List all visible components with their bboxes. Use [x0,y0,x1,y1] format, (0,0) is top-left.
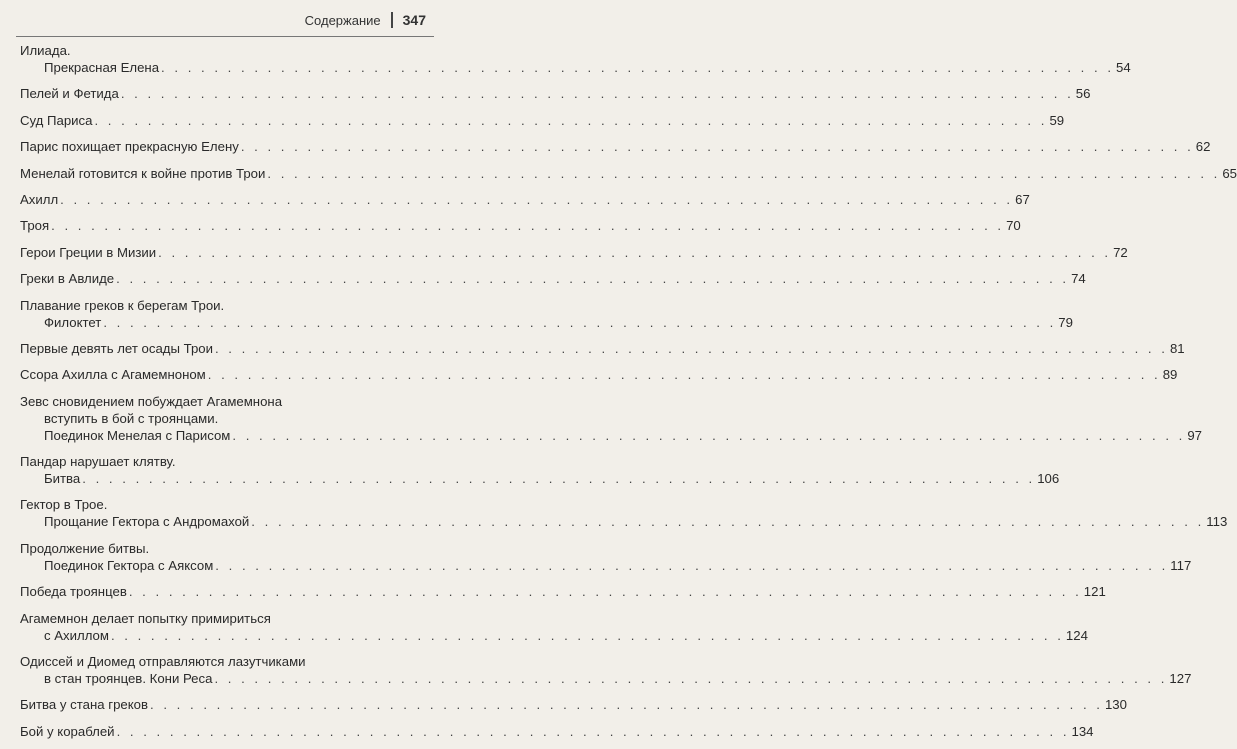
toc-entry-row [20,59,1131,76]
dot-leader: . . . . . . . . . . . . . . . . . . . . . . . . . . . . . . . . . . . . . . . . . . . . . . . . . . . . . . . . . . . . . . . . . . . . . . . . [207,367,1161,383]
toc-entry-page: 65 [1222,165,1237,181]
toc-entry-page: 127 [1169,671,1192,687]
dot-leader: . . . . . . . . . . . . . . . . . . . . . . . . . . . . . . . . . . . . . . . . . . . . . . . . . . . . . . . . . . . . . . . . . . . . . . . . [128,584,1082,600]
dot-leader: . . . . . . . . . . . . . . . . . . . . . . . . . . . . . . . . . . . . . . . . . . . . . . . . . . . . . . . . . . . . . . . . . . . . . . . . [251,514,1205,530]
toc-entry-page: 79 [1058,314,1073,330]
dot-leader: . . . . . . . . . . . . . . . . . . . . . . . . . . . . . . . . . . . . . . . . . . . . . . . . . . . . . . . . . . . . . . . . . . . . . . . . [240,139,1194,155]
toc-entry-heading-line: Пандар нарушает клятву. [20,454,176,470]
toc-entry-page: 130 [1104,697,1127,713]
toc-entry-heading-line: вступить в бой с троянцами. [44,410,219,426]
toc-entry-title: Суд Париса [20,112,93,128]
toc-entry-page: 117 [1170,557,1192,573]
page-number: 347 [402,12,426,28]
toc-entry-heading-line: Продолжение битвы. [20,540,150,556]
toc-entry-title: Парис похищает прекрасную Елену [20,139,239,155]
toc-entry-title: Пелей и Фетида [20,86,119,102]
toc-entry-page: 70 [1006,218,1021,234]
toc-entry [20,85,1091,102]
header-rule [16,36,434,37]
toc-entry-row [20,112,1065,129]
toc-entry-page: 74 [1071,271,1086,287]
dot-leader: . . . . . . . . . . . . . . . . . . . . . . . . . . . . . . . . . . . . . . . . . . . . . . . . . . . . . . . . . . . . . . . . . . . . . . . . [120,86,1074,102]
toc-entry-page: 72 [1113,244,1128,260]
toc-entry-row [20,85,1091,102]
toc-entry-page: 106 [1037,471,1060,487]
toc-entry [20,610,1088,644]
header-separator [391,12,393,28]
dot-leader: . . . . . . . . . . . . . . . . . . . . . . . . . . . . . . . . . . . . . . . . . . . . . . . . . . . . . . . . . . . . . . . . . . . . . . . . [267,165,1221,181]
toc-entry-title: Ахилл [20,191,59,207]
dot-leader: . . . . . . . . . . . . . . . . . . . . . . . . . . . . . . . . . . . . . . . . . . . . . . . . . . . . . . . . . . . . . . . . . . . . . . . . [214,340,1168,356]
toc-entry [20,42,1131,76]
dot-leader: . . . . . . . . . . . . . . . . . . . . . . . . . . . . . . . . . . . . . . . . . . . . . . . . . . . . . . . . . . . . . . . . . . . . . . . . [161,60,1114,75]
toc-entry [20,696,1127,713]
toc-entry-row [20,191,1030,208]
toc-entry [20,297,1073,331]
toc-entry-title: Герои Греции в Мизии [20,244,157,260]
table-of-contents [20,42,1237,749]
dot-leader: . . . . . . . . . . . . . . . . . . . . . . . . . . . . . . . . . . . . . . . . . . . . . . . . . . . . . . . . . . . . . . . . . . . . . . . . [116,271,1070,287]
toc-entry-title: Поединок Менелая с Парисом [44,427,231,443]
toc-entry-title: Прощание Гектора с Андромахой [44,514,250,530]
dot-leader: . . . . . . . . . . . . . . . . . . . . . . . . . . . . . . . . . . . . . . . . . . . . . . . . . . . . . . . . . . . . . . . . . . . . . . . . [214,671,1168,687]
toc-entry [20,393,1202,444]
toc-entry-row [20,513,1228,530]
toc-entry-title: Прекрасная Елена [44,60,160,75]
dot-leader: . . . . . . . . . . . . . . . . . . . . . . . . . . . . . . . . . . . . . . . . . . . . . . . . . . . . . . . . . . . . . . . . . . . . . . . . [158,244,1112,260]
toc-entry-row [20,270,1086,287]
dot-leader: . . . . . . . . . . . . . . . . . . . . . . . . . . . . . . . . . . . . . . . . . . . . . . . . . . . . . . . . . . . . . . . . . . . . . . . . [51,218,1005,234]
toc-entry-title: Первые девять лет осады Трои [20,340,213,356]
toc-entry [20,496,1228,530]
toc-entry-row [20,366,1178,383]
toc-entry-title: Филоктет [44,314,102,330]
toc-entry-row [20,217,1021,234]
toc-entry [20,244,1128,261]
toc-entry-title: Битва [44,471,81,487]
toc-entry-title: с Ахиллом [44,627,109,643]
toc-entry-title: Троя [20,218,50,234]
toc-entry-heading-line: Агамемнон делает попытку примириться [20,610,271,626]
dot-leader: . . . . . . . . . . . . . . . . . . . . . . . . . . . . . . . . . . . . . . . . . . . . . . . . . . . . . . . . . . . . . . . . . . . . . . . . [232,427,1186,443]
toc-entry-title: Победа троянцев [20,584,127,600]
toc-entry-row [20,427,1202,444]
toc-entry-page: 62 [1195,139,1211,155]
toc-entry-row [20,470,1060,487]
toc-entry [20,138,1211,155]
toc-entry-row [20,244,1128,261]
toc-entry [20,217,1021,234]
dot-leader: . . . . . . . . . . . . . . . . . . . . . . . . . . . . . . . . . . . . . . . . . . . . . . . . . . . . . . . . . . . . . . . . . . . . . . . . [60,191,1014,207]
dot-leader: . . . . . . . . . . . . . . . . . . . . . . . . . . . . . . . . . . . . . . . . . . . . . . . . . . . . . . . . . . . . . . . . . . . . . . . . [94,112,1048,128]
toc-entry-title: Греки в Авлиде [20,271,115,287]
toc-entry-page: 113 [1206,514,1228,530]
toc-entry [20,366,1178,383]
toc-entry-heading-line: Одиссей и Диомед отправляются лазутчиками [20,654,306,670]
toc-entry-row [20,314,1073,331]
dot-leader: . . . . . . . . . . . . . . . . . . . . . . . . . . . . . . . . . . . . . . . . . . . . . . . . . . . . . . . . . . . . . . . . . . . . . . . . [116,723,1070,739]
toc-entry-page: 59 [1049,112,1065,128]
toc-entry-row [20,138,1211,155]
toc-entry [20,270,1086,287]
toc-entry-title: Ссора Ахилла с Агамемноном [20,367,206,383]
toc-entry [20,583,1106,600]
toc-entry [20,340,1185,357]
toc-entry-page: 89 [1162,367,1178,383]
dot-leader: . . . . . . . . . . . . . . . . . . . . . . . . . . . . . . . . . . . . . . . . . . . . . . . . . . . . . . . . . . . . . . . . . . . . . . . . [103,314,1057,330]
toc-entry [20,191,1030,208]
toc-entry-heading-line: Илиада. [20,43,71,58]
toc-entry-heading-line: Плавание греков к берегам Трои. [20,297,225,313]
running-header [305,12,426,28]
dot-leader: . . . . . . . . . . . . . . . . . . . . . . . . . . . . . . . . . . . . . . . . . . . . . . . . . . . . . . . . . . . . . . . . . . . . . . . . [82,471,1036,487]
toc-entry [20,723,1094,740]
toc-entry-page: 134 [1071,723,1094,739]
toc-entry-title: Бой у кораблей [20,723,115,739]
toc-entry-page: 81 [1169,340,1185,356]
toc-entry-page: 97 [1187,427,1202,443]
toc-entry-title: Битва у стана греков [20,697,149,713]
toc-entry-row [20,723,1094,740]
toc-entry [20,165,1237,182]
toc-entry-page: 67 [1015,191,1030,207]
toc-entry-heading-line: Зевс сновидением побуждает Агамемнона [20,393,283,409]
toc-entry-page: 121 [1083,584,1106,600]
dot-leader: . . . . . . . . . . . . . . . . . . . . . . . . . . . . . . . . . . . . . . . . . . . . . . . . . . . . . . . . . . . . . . . . . . . . . . . . [150,697,1103,713]
toc-entry-row [20,340,1185,357]
toc-entry-row [20,627,1088,644]
toc-entry-page: 54 [1116,60,1131,75]
toc-entry-title: Менелай готовится к войне против Трои [20,165,266,181]
toc-entry-title: в стан троянцев. Кони Реса [44,671,213,687]
toc-entry-title: Поединок Гектора с Аяксом [44,557,214,573]
toc-entry-row [20,557,1192,574]
toc-entry [20,653,1192,687]
toc-entry [20,453,1060,487]
toc-entry-heading-line: Гектор в Трое. [20,497,108,513]
dot-leader: . . . . . . . . . . . . . . . . . . . . . . . . . . . . . . . . . . . . . . . . . . . . . . . . . . . . . . . . . . . . . . . . . . . . . . . . [215,557,1169,573]
toc-entry-page: 56 [1075,86,1091,102]
toc-entry [20,112,1065,129]
section-title: Содержание [304,12,381,28]
toc-entry-row [20,696,1127,713]
toc-entry-row [20,583,1106,600]
toc-entry-row [20,670,1192,687]
toc-entry-row [20,165,1237,182]
dot-leader: . . . . . . . . . . . . . . . . . . . . . . . . . . . . . . . . . . . . . . . . . . . . . . . . . . . . . . . . . . . . . . . . . . . . . . . . [110,627,1064,643]
toc-entry-page: 124 [1065,627,1088,643]
toc-entry [20,540,1192,574]
